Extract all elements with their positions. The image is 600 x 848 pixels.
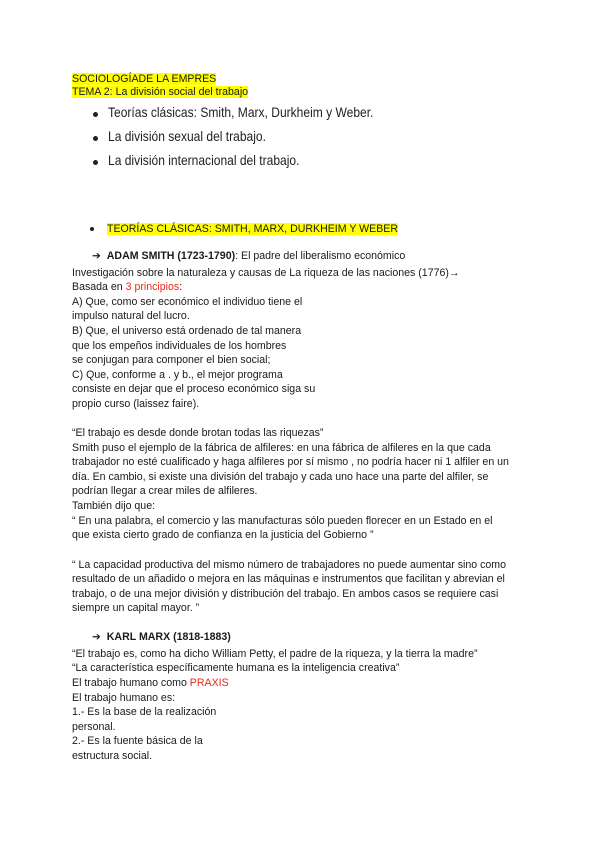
bullet-icon [93, 136, 98, 141]
principle-line: consiste en dejar que el proceso económico siga su [72, 383, 316, 395]
right-arrow-icon: ➔ [92, 250, 101, 262]
quote-line: “ La capacidad productiva del mismo número de trabajadores no puede aumentar sino como [72, 559, 507, 571]
smith-basada: Basada en 3 principios: [72, 281, 183, 293]
quote-line: que exista cierto grado de confianza en la justicia del Gobierno ” [72, 529, 374, 541]
document-subtitle: TEMA 2: La división social del trabajo [72, 86, 249, 98]
marx-list-intro: El trabajo humano es: [72, 692, 176, 704]
quote-line: “ En una palabra, el comercio y las manufacturas sólo pueden florecer en un Estado en el [72, 515, 493, 527]
principle-line: que los empeños individuales de los hombres [72, 340, 287, 352]
paragraph-line: También dijo que: [72, 500, 156, 512]
marx-list-item: estructura social. [72, 750, 153, 762]
principle-line: B) Que, el universo está ordenado de tal manera [72, 325, 302, 337]
principle-line: se conjugan para componer el bien social; [72, 354, 271, 366]
document-title: SOCIOLOGÍADE LA EMPRES [72, 73, 217, 85]
marx-list-item: 2.- Es la fuente básica de la [72, 735, 203, 747]
marx-quote: “La característica específicamente humana es la inteligencia creativa” [72, 662, 400, 674]
principle-line: propio curso (laissez faire). [72, 398, 200, 410]
marx-praxis: El trabajo humano como PRAXIS [72, 677, 229, 689]
marx-quote: “El trabajo es, como ha dicho William Petty, el padre de la riqueza, y la tierra la madre” [72, 648, 478, 660]
marx-list-item: personal. [72, 721, 116, 733]
topic-item: La división sexual del trabajo. [108, 128, 266, 144]
principle-line: A) Que, como ser económico el individuo tiene el [72, 296, 303, 308]
quote-line: trabajo, o de una mejor división y distribución del trabajo. En ambos casos se requiere casi [72, 588, 499, 600]
right-arrow-icon: ➔ [92, 631, 101, 643]
principle-line: C) Que, conforme a . y b., el mejor programa [72, 369, 283, 381]
paragraph-line: podrían llegar a crear miles de alfileres. [72, 485, 258, 497]
paragraph-line: trabajador no esté cualificado y haga alfileres por sí mismo , no podría hacer ni 1 alfiler en un [72, 456, 509, 468]
bullet-icon [93, 160, 98, 165]
quote-line: resultado de un añadido o mejora en las máquinas e instrumentos que facilitan y abrevian el [72, 573, 505, 585]
topic-item: Teorías clásicas: Smith, Marx, Durkheim y Weber. [108, 104, 374, 120]
principle-line: impulso natural del lucro. [72, 310, 190, 322]
marx-list-item: 1.- Es la base de la realización [72, 706, 217, 718]
bullet-icon [90, 227, 94, 231]
smith-quote: “El trabajo es desde donde brotan todas las riquezas” [72, 427, 324, 439]
section-heading: TEORÍAS CLÁSICAS: SMITH, MARX, DURKHEIM Y WEBER [107, 223, 398, 235]
smith-heading: ➔ ADAM SMITH (1723-1790): El padre del liberalismo económico [92, 250, 406, 262]
quote-line: siempre un capital mayor. ” [72, 602, 200, 614]
marx-heading: ➔ KARL MARX (1818-1883) [92, 631, 231, 643]
smith-line: Investigación sobre la naturaleza y causas de La riqueza de las naciones (1776)→ [72, 267, 460, 279]
paragraph-line: Smith puso el ejemplo de la fábrica de alfileres: en una fábrica de alfileres en la que cada [72, 442, 491, 454]
paragraph-line: día. En cambio, si existe una división del trabajo y cada uno hace una parte del alfiler, se [72, 471, 489, 483]
topic-item: La división internacional del trabajo. [108, 152, 300, 168]
bullet-icon [93, 112, 98, 117]
